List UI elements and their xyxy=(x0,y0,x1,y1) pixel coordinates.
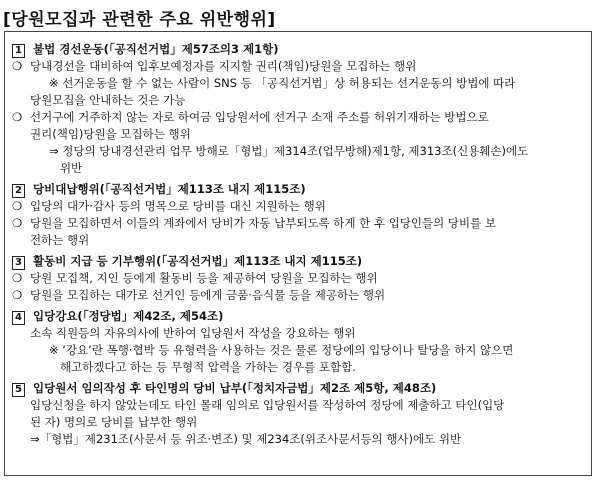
note-continuation: 해고하겠다고 하는 등 무형적 압력을 가하는 경우를 포함함. xyxy=(60,360,356,374)
section-4-heading xyxy=(12,308,586,325)
section-heading-text: 입당강요(「정당법」제42조, 제54조) xyxy=(33,309,224,323)
list-item xyxy=(12,270,586,287)
section-heading-text: 활동비 지급 등 기부행위(「공직선거법」제113조 내지 제115조) xyxy=(33,254,363,268)
item-text: 선거구에 거주하지 않는 자로 하여금 입당원서에 선거구 소재 주소를 허위기재하는 방법으로 xyxy=(30,110,489,124)
note-line: ※ ‘강요’란 폭행·협박 등 유형력을 사용하는 것은 물론 정당에의 입당이나 탈당을 하지 않으면 xyxy=(49,343,514,357)
item-continuation: 전하는 행위 xyxy=(30,233,90,247)
section-1-heading xyxy=(12,41,586,58)
plain-line: ⇒「형법」제231조(사문서 등 위조·변조) 및 제234조(위조사문서등의 행사)에도 위반 xyxy=(30,432,462,446)
item-text: 입당의 대가·감사 등의 명목으로 당비를 대신 지원하는 행위 xyxy=(30,199,326,213)
list-item xyxy=(12,58,586,75)
section-number-box: 4 xyxy=(12,311,25,325)
section-2-heading xyxy=(12,181,586,198)
section-5-heading xyxy=(12,380,586,397)
circle-bullet-icon: ❍ xyxy=(12,199,23,213)
note-line: ※ 선거운동을 할 수 없는 사람이 SNS 등 「공직선거법」상 허용되는 선거운동의 방법에 따라 xyxy=(49,76,516,90)
circle-bullet-icon: ❍ xyxy=(12,110,23,124)
note-line: ⇒ 정당의 당내경선관리 업무 방해로「형법」제314조(업무방해)제1항, 제313조(신용훼손)에도 xyxy=(49,144,529,158)
section-heading-text: 불법 경선운동(「공직선거법」제57조의3 제1항) xyxy=(33,42,279,56)
list-item xyxy=(12,215,586,232)
note-continuation: 위반 xyxy=(60,161,83,175)
plain-line: 입당신청을 하지 않았는데도 타인 몰래 임의로 입당원서를 작성하여 정당에 제출하고 타인(입당 xyxy=(30,398,505,412)
section-number-box: 1 xyxy=(12,44,25,58)
item-text: 당원을 모집하는 대가로 선거인 등에게 금품·음식물 등을 제공하는 행위 xyxy=(30,288,386,302)
circle-bullet-icon: ❍ xyxy=(12,271,23,285)
plain-line: 소속 직원등의 자유의사에 반하여 입당원서 작성을 강요하는 행위 xyxy=(30,326,356,340)
circle-bullet-icon: ❍ xyxy=(12,59,23,73)
plain-line: 된 자) 명의로 당비를 납부한 행위 xyxy=(30,415,198,429)
section-heading-text: 당비대납행위(「공직선거법」제113조 내지 제115조) xyxy=(33,182,306,196)
document-body xyxy=(12,41,586,448)
section-number-box: 5 xyxy=(12,383,25,397)
section-3-heading xyxy=(12,253,586,270)
item-text: 당원 모집책, 지인 등에게 활동비 등을 제공하여 당원을 모집하는 행위 xyxy=(30,271,378,285)
section-number-box: 3 xyxy=(12,256,25,270)
circle-bullet-icon: ❍ xyxy=(12,288,23,302)
item-continuation: 권리(책임)당원을 모집하는 행위 xyxy=(30,127,191,141)
section-heading-text: 입당원서 임의작성 후 타인명의 당비 납부(「정치자금법」제2조 제5항, 제48조) xyxy=(33,381,437,395)
section-number-box: 2 xyxy=(12,184,25,198)
item-text: 당내경선을 대비하여 입후보예정자를 지지할 권리(책임)당원을 모집하는 행위 xyxy=(30,59,417,73)
circle-bullet-icon: ❍ xyxy=(12,216,23,230)
list-item xyxy=(12,198,586,215)
page-title: [당원모집과 관련한 주요 위반행위] xyxy=(3,10,276,30)
note-continuation: 당원모집을 안내하는 것은 가능 xyxy=(30,93,186,107)
list-item xyxy=(12,109,586,126)
list-item xyxy=(12,287,586,304)
item-text: 당원을 모집하면서 이들의 계좌에서 당비가 자동 납부되도록 하게 한 후 입당인들의 당비를 보 xyxy=(30,216,497,230)
